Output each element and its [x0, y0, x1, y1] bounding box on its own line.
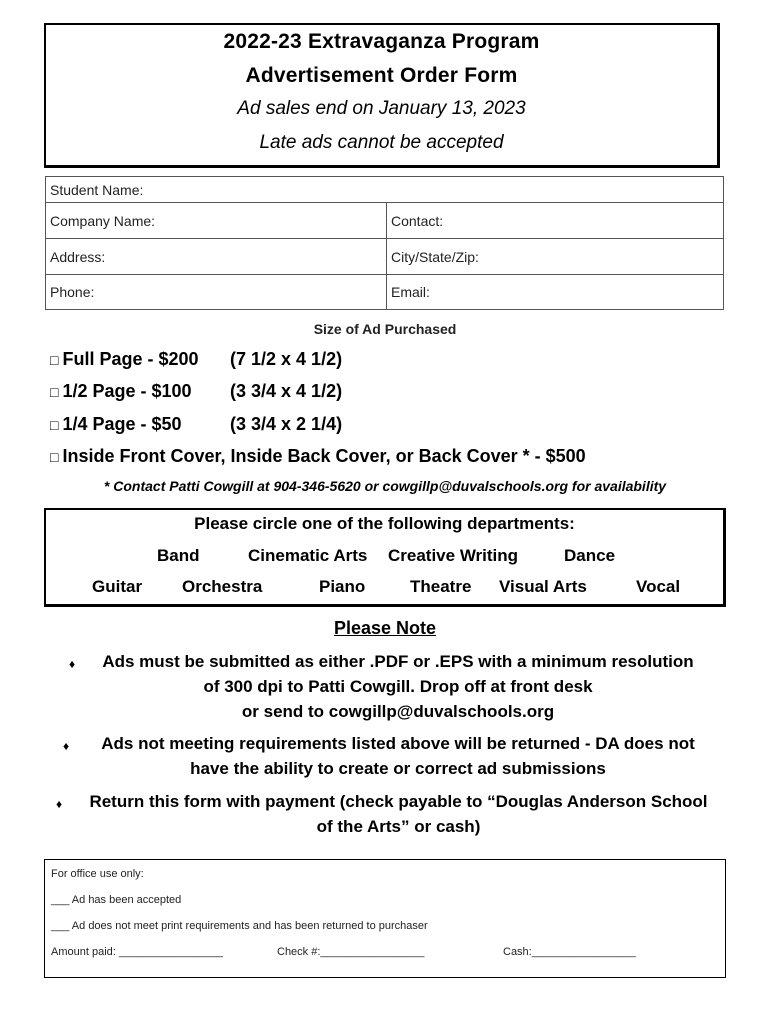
ad-accepted-line[interactable]: ___ Ad has been accepted: [51, 894, 182, 906]
ad-option-label: Inside Front Cover, Inside Back Cover, or Back Cover * - $500: [62, 446, 586, 466]
note-item-payment: [67, 789, 730, 839]
dept-cinematic-arts[interactable]: Cinematic Arts: [248, 546, 368, 565]
ad-option-dimensions: (7 1/2 x 4 1/2): [230, 349, 343, 369]
departments-box: [44, 508, 726, 607]
header-box: [44, 23, 720, 168]
ad-option-label: 1/2 Page - $100: [62, 381, 192, 401]
contact-info-table: [45, 176, 724, 310]
note-line: of the Arts” or cash): [316, 817, 481, 836]
dept-visual-arts[interactable]: Visual Arts: [499, 577, 587, 596]
note-line: or send to cowgillp@duvalschools.org: [241, 702, 555, 721]
note-line: Ads not meeting requirements listed above will be returned - DA does not: [101, 734, 695, 753]
note-line: have the ability to create or correct ad submissions: [190, 759, 606, 778]
ad-option-cover[interactable]: [50, 446, 586, 467]
note-item-file-format: [80, 649, 716, 724]
address-field[interactable]: Address:: [46, 239, 387, 275]
dept-theatre[interactable]: Theatre: [410, 577, 472, 596]
ad-rejected-line[interactable]: ___ Ad does not meet print requirements and has been returned to purchaser: [51, 920, 428, 932]
office-use-heading: For office use only:: [51, 868, 144, 880]
ad-option-dimensions: (3 3/4 x 2 1/4): [230, 414, 343, 434]
checkbox-icon[interactable]: □: [50, 352, 59, 368]
note-item-requirements: [74, 731, 722, 781]
company-name-field[interactable]: Company Name:: [46, 203, 387, 239]
ad-option-full-page[interactable]: [50, 349, 343, 370]
dept-dance[interactable]: Dance: [564, 546, 616, 565]
cash-field[interactable]: Cash:_________________: [503, 946, 636, 958]
city-state-zip-field[interactable]: City/State/Zip:: [387, 239, 724, 275]
phone-field[interactable]: Phone:: [46, 275, 387, 310]
dept-piano[interactable]: Piano: [319, 577, 366, 596]
dept-band[interactable]: Band: [157, 546, 200, 565]
ad-option-label: 1/4 Page - $50: [62, 414, 182, 434]
form-title-line-1: 2022-23 Extravaganza Program: [223, 30, 540, 53]
note-line: of 300 dpi to Patti Cowgill. Drop off at front desk: [203, 677, 593, 696]
dept-guitar[interactable]: Guitar: [92, 577, 143, 596]
late-notice: Late ads cannot be accepted: [259, 132, 504, 153]
email-field[interactable]: Email:: [387, 275, 724, 310]
ad-option-quarter-page[interactable]: [50, 414, 343, 435]
dept-creative-writing[interactable]: Creative Writing: [388, 546, 519, 565]
dept-orchestra[interactable]: Orchestra: [182, 577, 263, 596]
diamond-bullet-icon: ♦: [69, 657, 76, 671]
form-title-line-2: Advertisement Order Form: [245, 64, 518, 87]
departments-heading: Please circle one of the following departments:: [194, 514, 575, 533]
contact-field[interactable]: Contact:: [387, 203, 724, 239]
checkbox-icon[interactable]: □: [50, 417, 59, 433]
check-number-field[interactable]: Check #:_________________: [277, 946, 425, 958]
ad-option-dimensions: (3 3/4 x 4 1/2): [230, 381, 343, 401]
ad-option-label: Full Page - $200: [62, 349, 199, 369]
office-use-box: [44, 859, 726, 978]
checkbox-icon[interactable]: □: [50, 384, 59, 400]
diamond-bullet-icon: ♦: [56, 797, 63, 811]
checkbox-icon[interactable]: □: [50, 449, 59, 465]
student-name-field[interactable]: Student Name:: [46, 177, 724, 203]
availability-contact-note: * Contact Patti Cowgill at 904-346-5620 or cowgillp@duvalschools.org for availability: [103, 478, 667, 494]
dept-vocal[interactable]: Vocal: [636, 577, 681, 596]
amount-paid-field[interactable]: Amount paid: _________________: [51, 946, 223, 958]
please-note-heading: Please Note: [333, 618, 437, 638]
deadline-text: Ad sales end on January 13, 2023: [237, 98, 526, 119]
note-line: Ads must be submitted as either .PDF or .EPS with a minimum resolution: [102, 652, 694, 671]
ad-size-heading: Size of Ad Purchased: [313, 321, 457, 337]
diamond-bullet-icon: ♦: [63, 739, 70, 753]
note-line: Return this form with payment (check payable to “Douglas Anderson School: [89, 792, 708, 811]
ad-option-half-page[interactable]: [50, 381, 343, 402]
